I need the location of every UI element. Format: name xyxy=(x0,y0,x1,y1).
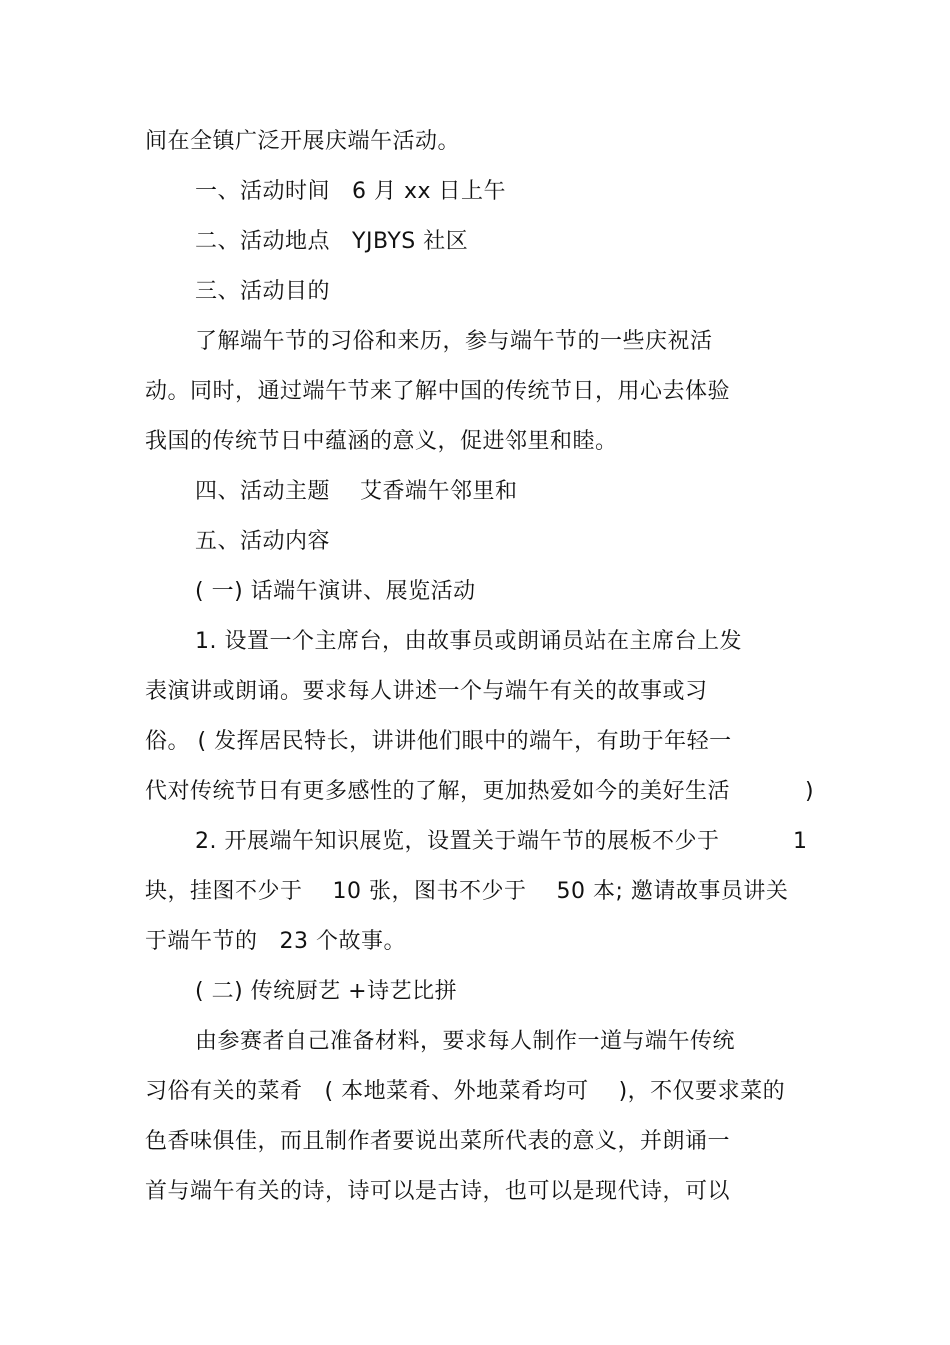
paragraph-number: 1 xyxy=(793,829,808,854)
heading-value: YJBYS 社区 xyxy=(352,229,469,254)
subsection-heading: ( 一) 话端午演讲、展览活动 xyxy=(195,579,476,604)
section-heading-activity-content: 五、活动内容 xyxy=(195,529,331,554)
paragraph-line: 我国的传统节日中蕴涵的意义，促进邻里和睦。 xyxy=(145,429,618,454)
paragraph-line: 首与端午有关的诗，诗可以是古诗，也可以是现代诗，可以 xyxy=(145,1179,731,1204)
paragraph-line: 动。同时，通过端午节来了解中国的传统节日，用心去体验 xyxy=(145,379,731,404)
heading-value: 6 月 xx 日上午 xyxy=(352,179,507,204)
paragraph-line xyxy=(145,877,788,907)
text-segment: 10 张，图书不少于 xyxy=(332,879,527,904)
paragraph-line: 表演讲或朗诵。要求每人讲述一个与端午有关的故事或习 xyxy=(145,679,708,704)
heading-label: 二、活动地点 xyxy=(195,229,331,254)
paragraph-line xyxy=(145,1077,785,1107)
paragraph-line: 由参赛者自己准备材料，要求每人制作一道与端午传统 xyxy=(195,1029,736,1054)
paragraph-line: 色香味俱佳，而且制作者要说出菜所代表的意义，并朗诵一 xyxy=(145,1129,731,1154)
subsection-heading: ( 二) 传统厨艺 +诗艺比拼 xyxy=(195,979,458,1004)
text-segment: ( 本地菜肴、外地菜肴均可 xyxy=(324,1079,589,1104)
heading-label: 一、活动时间 xyxy=(195,179,331,204)
paragraph-line: 1. 设置一个主席台，由故事员或朗诵员站在主席台上发 xyxy=(195,629,742,654)
text-segment: 50 本; 邀请故事员讲关 xyxy=(556,879,789,904)
heading-value: 艾香端午邻里和 xyxy=(360,479,518,504)
section-heading-activity-location xyxy=(195,227,468,257)
heading-label: 四、活动主题 xyxy=(195,479,331,504)
text-segment: 习俗有关的菜肴 xyxy=(145,1079,303,1104)
paragraph-line: 间在全镇广泛开展庆端午活动。 xyxy=(145,129,461,154)
text-segment: 块，挂图不少于 xyxy=(145,879,303,904)
section-heading-activity-theme xyxy=(195,477,518,507)
paragraph-line: 2. 开展端午知识展览，设置关于端午节的展板不少于 xyxy=(195,829,720,854)
paragraph-line: 代对传统节日有更多感性的了解，更加热爱如今的美好生活 xyxy=(145,779,731,804)
closing-parenthesis: ) xyxy=(805,779,815,804)
section-heading-activity-time xyxy=(195,177,506,207)
paragraph-line: 了解端午节的习俗和来历，参与端午节的一些庆祝活 xyxy=(195,329,713,354)
paragraph-line xyxy=(145,927,406,957)
text-segment: )，不仅要求菜的 xyxy=(618,1079,786,1104)
paragraph-line: 俗。 ( 发挥居民特长，讲讲他们眼中的端午，有助于年轻一 xyxy=(145,729,732,754)
text-segment: 于端午节的 xyxy=(145,929,258,954)
text-segment: 23 个故事。 xyxy=(279,929,407,954)
section-heading-activity-purpose: 三、活动目的 xyxy=(195,279,331,304)
